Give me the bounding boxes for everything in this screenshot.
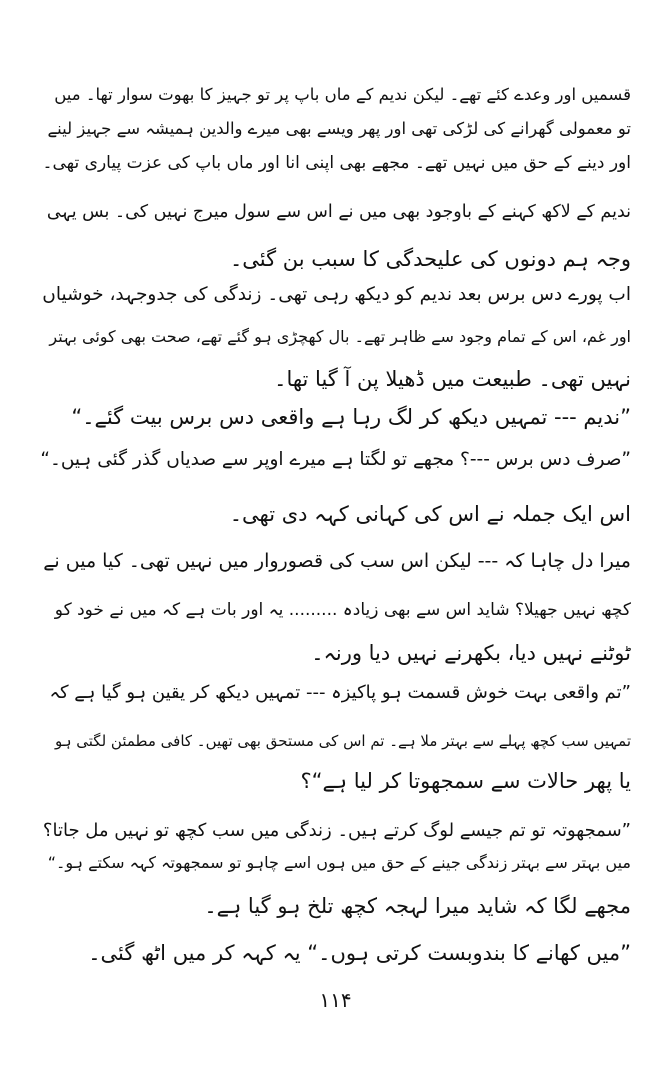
text-line: اس ایک جملہ نے اس کی کہانی کہہ دی تھی۔ — [229, 502, 631, 526]
text-line: میرا دل چاہا کہ --- لیکن اس سب کی قصوروار میں نہیں تھی۔ کیا میں نے — [43, 550, 631, 572]
text-line: ”سمجھوتہ تو تم جیسے لوگ کرتے ہیں۔ زندگی میں سب کچھ تو نہیں مل جاتا؟ — [42, 820, 631, 841]
text-line: تو معمولی گھرانے کی لڑکی تھی اور پھر ویسے بھی میرے والدین ہمیشہ سے جہیز لینے — [47, 119, 631, 138]
text-line: ”تم واقعی بہت خوش قسمت ہو پاکیزہ --- تمہیں دیکھ کر یقین ہو گیا ہے کہ — [49, 682, 631, 703]
text-line: نہیں تھی۔ طبیعت میں ڈھیلا پن آ گیا تھا۔ — [274, 367, 631, 391]
text-line: اب پورے دس برس بعد ندیم کو دیکھ رہی تھی۔ زندگی کی جدوجہد، خوشیاں — [42, 284, 631, 305]
text-line: اور دینے کے حق میں نہیں تھے۔ مجھے بھی اپنی انا اور ماں باپ کی عزت پیاری تھی۔ — [42, 153, 631, 173]
text-line: یا پھر حالات سے سمجھوتا کر لیا ہے“؟ — [300, 769, 631, 793]
page-number: ۱۱۴ — [319, 988, 352, 1012]
text-line: ندیم کے لاکھ کہنے کے باوجود بھی میں نے اس سے سول میرج نہیں کی۔ بس یہی — [46, 202, 631, 222]
text-line: تمہیں سب کچھ پہلے سے بہتر ملا ہے۔ تم اس کی مستحق بھی تھیں۔ کافی مطمئن لگتی ہو — [54, 732, 631, 750]
text-line: ”صرف دس برس ---؟ مجھے تو لگتا ہے میرے اوپر سے صدیاں گذر گئی ہیں۔“ — [40, 449, 631, 470]
text-line: ٹوٹنے نہیں دیا، بکھرنے نہیں دیا ورنہ۔ — [311, 641, 631, 665]
text-line: ”ندیم --- تمہیں دیکھ کر لگ رہا ہے واقعی دس برس بیت گئے۔“ — [71, 405, 631, 429]
text-line: کچھ نہیں جھیلا؟ شاید اس سے بھی زیادہ ......... یہ اور بات ہے کہ میں نے خود کو — [54, 600, 631, 620]
text-line: مجھے لگا کہ شاید میرا لہجہ کچھ تلخ ہو گیا ہے۔ — [204, 894, 631, 918]
text-line: وجہ ہم دونوں کی علیحدگی کا سبب بن گئی۔ — [229, 247, 631, 271]
text-line: اور غم، اس کے تمام وجود سے ظاہر تھے۔ بال کھچڑی ہو گئے تھے، صحت بھی کوئی بہتر — [49, 327, 631, 346]
text-line: ”میں کھانے کا بندوبست کرتی ہوں۔“ یہ کہہ کر میں اٹھ گئی۔ — [88, 941, 631, 965]
text-line: قسمیں اور وعدے کئے تھے۔ لیکن ندیم کے ماں باپ پر تو جہیز کا بھوت سوار تھا۔ میں — [54, 85, 631, 104]
text-line: میں بہتر سے بہتر زندگی جینے کے حق میں ہوں اسے چاہو تو سمجھوتہ کہہ سکتے ہو۔“ — [47, 853, 631, 872]
